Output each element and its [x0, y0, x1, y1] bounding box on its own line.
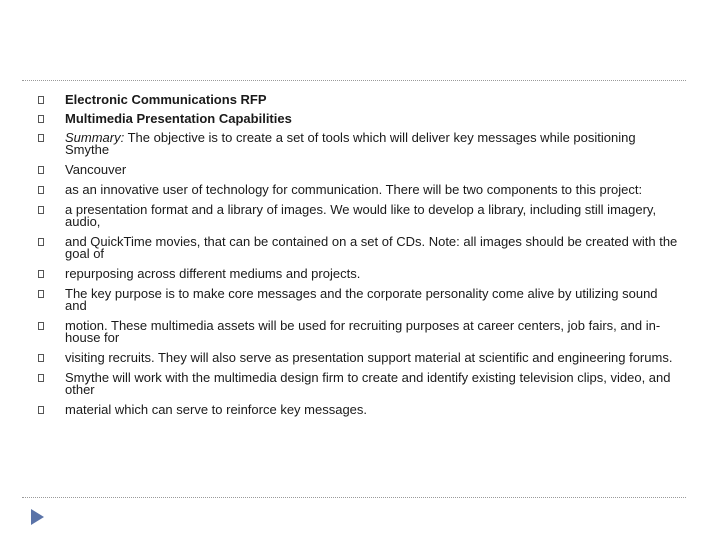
- bullet-item: [38, 404, 678, 416]
- bullet-item: [38, 113, 678, 125]
- square-bullet-icon: [38, 322, 44, 330]
- bullet-text: Multimedia Presentation Capabilities: [65, 111, 292, 126]
- bullet-text: Smythe will work with the multimedia design firm to create and identify existing television clips, video, and other: [65, 370, 671, 397]
- bullet-item: [38, 164, 678, 176]
- bullet-text: visiting recruits. They will also serve as presentation support material at scientific and engineering forums.: [65, 350, 673, 365]
- bullet-lead: Summary:: [65, 130, 125, 145]
- bullet-item: [38, 352, 678, 364]
- bullet-item: [38, 372, 678, 396]
- square-bullet-icon: [38, 134, 44, 142]
- next-slide-arrow-icon[interactable]: [31, 509, 44, 525]
- square-bullet-icon: [38, 115, 44, 123]
- bottom-divider: [22, 497, 686, 498]
- square-bullet-icon: [38, 238, 44, 246]
- bullet-item: [38, 204, 678, 228]
- bullet-text: and QuickTime movies, that can be contained on a set of CDs. Note: all images should be created with the goal of: [65, 234, 678, 261]
- bullet-text: The objective is to create a set of tools which will deliver key messages while positioning Smythe: [65, 130, 636, 157]
- bullet-item: [38, 268, 678, 280]
- square-bullet-icon: [38, 290, 44, 298]
- square-bullet-icon: [38, 354, 44, 362]
- square-bullet-icon: [38, 270, 44, 278]
- bullet-text: repurposing across different mediums and projects.: [65, 266, 361, 281]
- top-divider: [22, 80, 686, 81]
- square-bullet-icon: [38, 374, 44, 382]
- square-bullet-icon: [38, 406, 44, 414]
- bullet-text: a presentation format and a library of images. We would like to develop a library, including still imagery, audio,: [65, 202, 657, 229]
- bullet-item: [38, 288, 678, 312]
- bullet-text: as an innovative user of technology for communication. There will be two components to this project:: [65, 182, 643, 197]
- bullet-item: [38, 184, 678, 196]
- bullet-item: [38, 94, 678, 106]
- square-bullet-icon: [38, 186, 44, 194]
- bullet-item: [38, 132, 678, 156]
- bullet-text: Vancouver: [65, 162, 127, 177]
- bullet-item: [38, 320, 678, 344]
- slide-bullet-list: [38, 94, 678, 424]
- bullet-text: Electronic Communications RFP: [65, 92, 267, 107]
- square-bullet-icon: [38, 206, 44, 214]
- bullet-text: motion. These multimedia assets will be used for recruiting purposes at career centers, job fairs, and in-house for: [65, 318, 661, 345]
- square-bullet-icon: [38, 96, 44, 104]
- bullet-text: material which can serve to reinforce key messages.: [65, 402, 368, 417]
- bullet-item: [38, 236, 678, 260]
- bullet-text: The key purpose is to make core messages and the corporate personality come alive by utilizing sound and: [65, 286, 658, 313]
- square-bullet-icon: [38, 166, 44, 174]
